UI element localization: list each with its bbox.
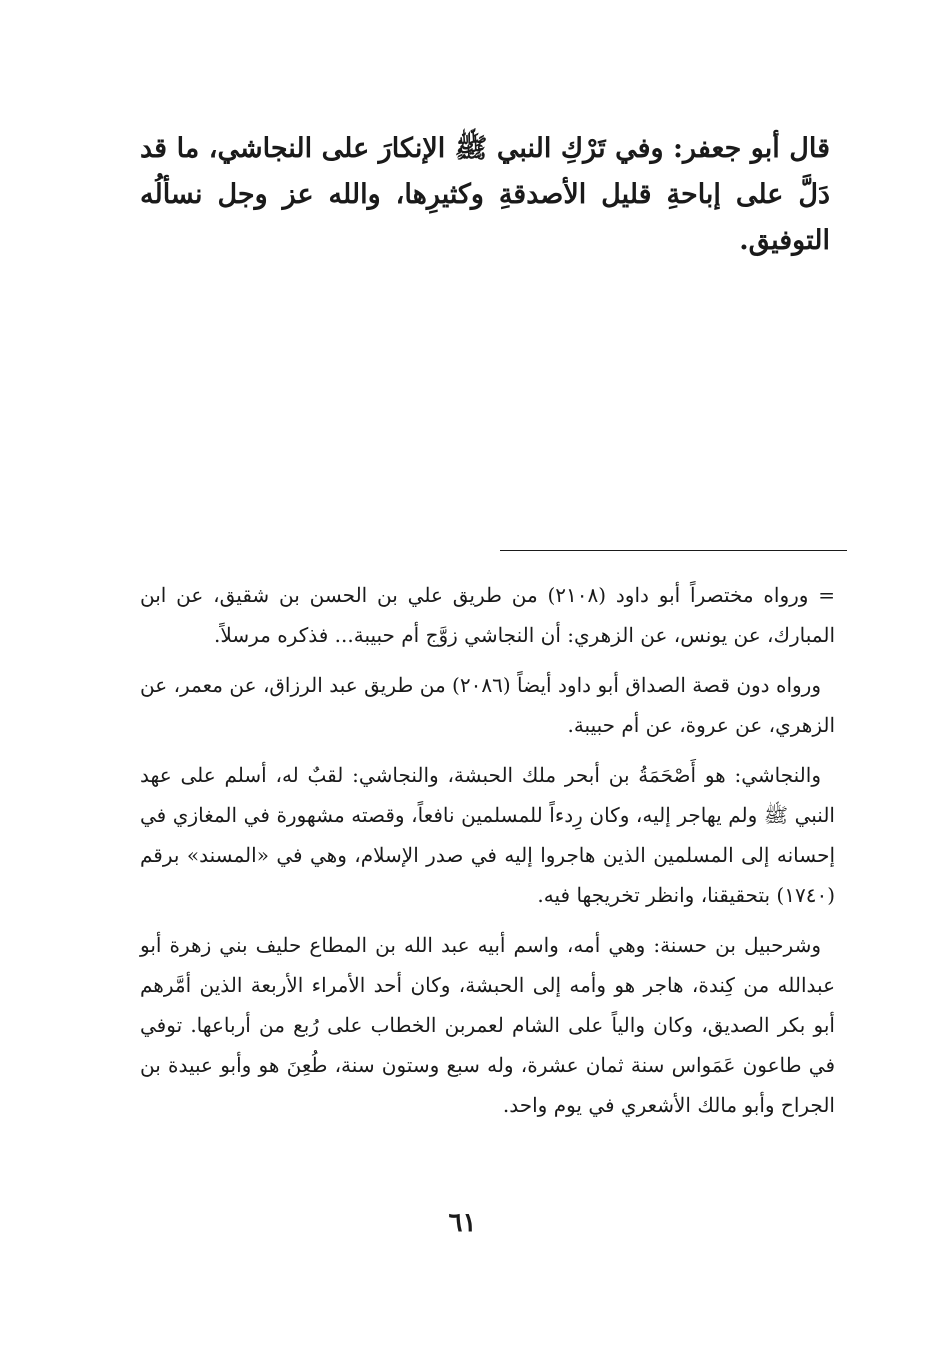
main-lead: قال أبو جعفر: <box>673 133 830 164</box>
main-body: وفي تَرْكِ النبي ﷺ الإنكارَ على النجاشي، ما قد دَلَّ على إباحةِ قليل الأصدقةِ وكثيرِها، والله عز وجل نسألُه التوفيق. <box>140 133 830 256</box>
footnote-paragraph: وشرحبيل بن حسنة: وهي أمه، واسم أبيه عبد الله بن المطاع حليف بني زهرة أبو عبدالله من كِندة، هاجر هو وأمه إلى الحبشة، وكان أحد الأمراء الأربعة الذين أمَّرهم أبو بكر الصديق، وكان والياً على الشام لعمربن الخطاب على رُبع من أرباعها. توفي في طاعون عَمَواس سنة ثمان عشرة، وله سبع وستون سنة، طُعِنَ هو وأبو عبيدة بن الجراح وأبو مالك الأشعري في يوم واحد. <box>140 933 835 1117</box>
footnote-paragraph: ورواه دون قصة الصداق أبو داود أيضاً (٢٠٨٦) من طريق عبد الرزاق، عن معمر، عن الزهري، عن عروة، عن أم حبيبة. <box>140 673 835 737</box>
main-paragraph <box>140 126 830 264</box>
footnote-separator <box>500 550 847 551</box>
footnote-paragraph: = ورواه مختصراً أبو داود (٢١٠٨) من طريق علي بن الحسن بن شقيق، عن ابن المبارك، عن يونس، عن الزهري: أن النجاشي زوَّج أم حبيبة... فذكره مرسلاً. <box>140 583 836 647</box>
footnotes-section <box>140 575 835 1135</box>
footnote-paragraph: والنجاشي: هو أَصْحَمَةُ بن أبحر ملك الحبشة، والنجاشي: لقبٌ له، أسلم على عهد النبي ﷺ ولم يهاجر إليه، وكان رِدءاً للمسلمين نافعاً، وقصته مشهورة في المغازي في إحسانه إلى المسلمين الذين هاجروا إليه في صدر الإسلام، وهي في «المسند» برقم (١٧٤٠) بتحقيقنا، وانظر تخريجها فيه. <box>140 763 835 907</box>
page-number: ٦١ <box>448 1208 477 1238</box>
